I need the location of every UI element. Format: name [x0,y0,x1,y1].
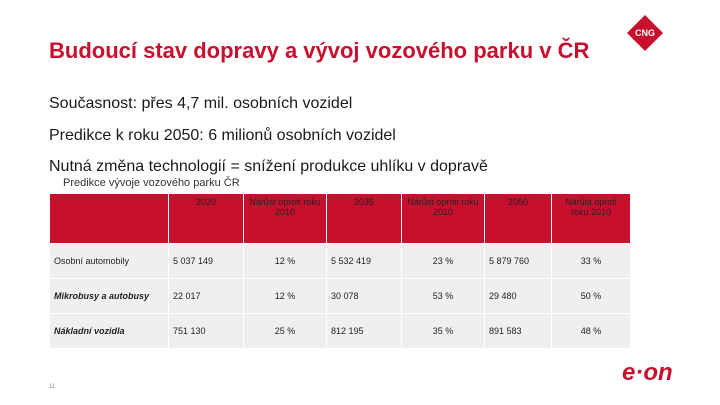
table-cell: 30 078 [327,279,401,313]
table-header-growth-2035: Nárůst oproti roku 2010 [402,194,484,243]
page-number: 11 [49,384,56,390]
row-label-trucks: Nákladní vozidla [50,314,168,348]
table-cell: 5 532 419 [327,244,401,278]
fleet-prediction-table [49,193,631,349]
table-row [50,314,630,348]
table-cell: 5 879 760 [485,244,551,278]
cng-logo-text: CNG [635,28,655,38]
eon-logo-text: e·on [622,359,673,386]
table-row [50,244,630,278]
table-cell: 12 % [244,279,326,313]
table-cell: 29 480 [485,279,551,313]
table-cell: 751 130 [169,314,243,348]
table-header-2035: 2035 [327,194,401,243]
table-cell: 5 037 149 [169,244,243,278]
table-caption: Predikce vývoje vozového parku ČR [63,177,240,189]
table-cell: 33 % [552,244,630,278]
table-header-blank [50,194,168,243]
table-cell: 25 % [244,314,326,348]
table-header-2020: 2020 [169,194,243,243]
table-cell: 812 195 [327,314,401,348]
table-header-row [50,194,630,243]
table-cell: 22 017 [169,279,243,313]
table-cell: 12 % [244,244,326,278]
slide-title: Budoucí stav dopravy a vývoj vozového parku v ČR [49,38,590,63]
table-cell: 48 % [552,314,630,348]
table-row [50,279,630,313]
eon-logo-icon [622,356,712,386]
bullet-prediction-2050: Predikce k roku 2050: 6 milionů osobních vozidel [49,127,396,144]
table-cell: 23 % [402,244,484,278]
table-cell: 50 % [552,279,630,313]
row-label-cars: Osobní automobily [50,244,168,278]
table-cell: 35 % [402,314,484,348]
table-header-2050: 2050 [485,194,551,243]
table-header-growth-2020: Nárůst oproti roku 2010 [244,194,326,243]
row-label-buses: Mikrobusy a autobusy [50,279,168,313]
bullet-current-state: Současnost: přes 4,7 mil. osobních vozidel [49,95,353,112]
table-header-growth-2050: Nárůst oproti roku 2010 [552,194,630,243]
cng-logo-icon [626,14,664,52]
table-cell: 53 % [402,279,484,313]
table-cell: 891 583 [485,314,551,348]
bullet-technology-change: Nutná změna technologií = snížení produkce uhlíku v dopravě [49,158,488,175]
